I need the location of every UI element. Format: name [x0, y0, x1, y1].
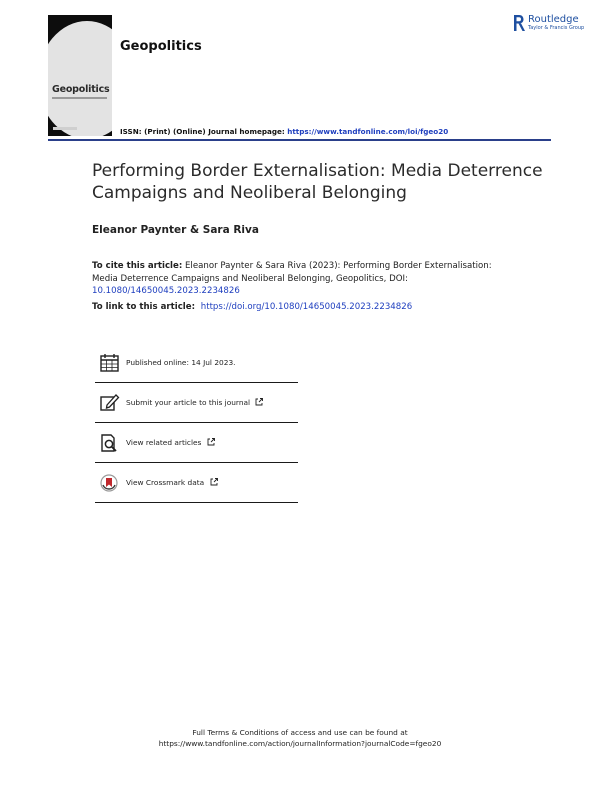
- external-link-icon: [210, 478, 218, 486]
- related-articles-icon: [99, 433, 121, 453]
- edit-icon: [99, 393, 121, 413]
- citation-label: To cite this article:: [92, 261, 183, 271]
- article-link-label: To link to this article:: [92, 302, 196, 312]
- article-title: Performing Border Externalisation: Media Deterrence Campaigns and Neoliberal Belonging: [92, 161, 543, 203]
- header-divider: [48, 139, 551, 141]
- crossmark-label: View Crossmark data: [126, 478, 205, 487]
- issn-line: [120, 127, 448, 136]
- cover-swoosh: [48, 21, 112, 136]
- article-doi-link[interactable]: https://doi.org/10.1080/14650045.2023.2234826: [200, 302, 413, 312]
- citation-block: [92, 260, 502, 298]
- crossmark-link[interactable]: [126, 478, 218, 487]
- related-articles-row[interactable]: [95, 423, 298, 463]
- citation-text: Eleanor Paynter & Sara Riva (2023): Performing Border Externalisation: Media Deterrence Campaigns and Neoliberal Belonging, Geopolitics, DOI:: [92, 261, 492, 284]
- cover-title: Geopolitics: [52, 84, 110, 95]
- related-articles-link[interactable]: [126, 438, 215, 447]
- article-authors: Eleanor Paynter & Sara Riva: [92, 224, 259, 236]
- routledge-logo-icon: [512, 14, 525, 32]
- journal-name: Geopolitics: [120, 39, 202, 54]
- citation-doi-link[interactable]: 10.1080/14650045.2023.2234826: [92, 286, 240, 296]
- terms-footer-line1: Full Terms & Conditions of access and use can be found at: [192, 728, 408, 737]
- submit-article-row[interactable]: [95, 383, 298, 423]
- external-link-icon: [207, 438, 215, 446]
- publisher-name: Routledge: [528, 14, 579, 25]
- cover-publisher-mark: [53, 127, 77, 130]
- submit-article-label: Submit your article to this journal: [126, 398, 251, 407]
- publisher-tagline: Taylor & Francis Group: [528, 25, 585, 31]
- submit-article-link[interactable]: [126, 398, 263, 407]
- publisher-logo: [512, 14, 584, 32]
- external-link-icon: [255, 398, 263, 406]
- crossmark-icon: [99, 473, 121, 493]
- article-link-line: [92, 302, 412, 312]
- related-articles-label: View related articles: [126, 438, 202, 447]
- terms-footer-link[interactable]: https://www.tandfonline.com/action/journalInformation?journalCode=fgeo20: [158, 739, 442, 748]
- calendar-icon: [99, 353, 121, 373]
- cover-subtitle-bar: [52, 97, 107, 99]
- journal-homepage-link[interactable]: https://www.tandfonline.com/loi/fgeo20: [287, 127, 449, 136]
- published-online-text: Published online: 14 Jul 2023.: [126, 358, 236, 367]
- journal-cover: [48, 15, 112, 136]
- crossmark-row[interactable]: [95, 463, 298, 503]
- terms-footer: [0, 727, 600, 749]
- article-actions: [95, 343, 298, 503]
- published-online-row: [95, 343, 298, 383]
- issn-text: ISSN: (Print) (Online) Journal homepage:: [120, 127, 285, 136]
